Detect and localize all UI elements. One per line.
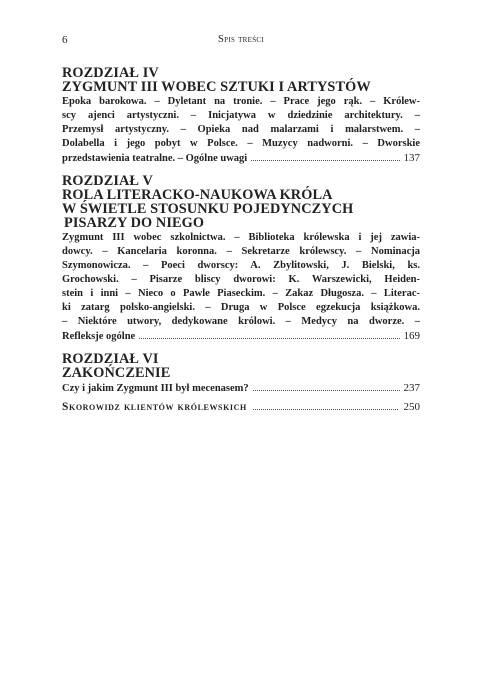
page-ref: 237: [403, 382, 420, 394]
dot-leader: [253, 408, 398, 410]
dot-leader: [251, 159, 399, 161]
running-title: Spis treści: [218, 34, 264, 45]
summary-line: przedstawienia teatralne. – Ogólne uwagi: [62, 153, 248, 164]
chapter-number: ROZDZIAŁ V: [62, 173, 153, 189]
chapter-summary: [62, 95, 420, 166]
summary-line: stein i inni – Nieco o Pawle Piaseckim. – Zakaz Długosza. – Literac-: [62, 288, 420, 299]
dot-leader: [253, 389, 400, 391]
summary-last-line: [62, 329, 420, 344]
summary-line: Grochowski. – Pisarze bliscy dworowi: K. Warszewicki, Heiden-: [62, 274, 420, 285]
summary-line: Epoka barokowa. – Dyletant na tronie. – Prace jego rąk. – Królew-: [62, 96, 420, 107]
chapter-title: ROLA LITERACKO-NAUKOWA KRÓLA: [62, 187, 333, 203]
summary-last-line: [62, 151, 420, 166]
summary-line: Przemysł artystyczny. – Opieka nad malarzami i malarstwem. –: [62, 124, 420, 135]
chapter-title: PISARZY DO NIEGO: [64, 215, 205, 231]
chapter-v: [62, 174, 420, 344]
summary-last-line: [62, 381, 420, 396]
chapter-title: ZAKOŃCZENIE: [62, 365, 171, 381]
chapter-vi: [62, 352, 420, 396]
chapter-heading: [62, 66, 420, 94]
page-ref: 169: [403, 330, 420, 342]
page-ref: 250: [403, 401, 420, 413]
table-of-contents: [62, 66, 420, 404]
index-label: Skorowidz klientów królewskich: [62, 401, 247, 413]
summary-line: scy ajenci artystyczni. – Inicjatywa w dziedzinie architektury. –: [62, 110, 420, 121]
page-ref: 137: [403, 152, 420, 164]
chapter-summary: [62, 231, 420, 344]
summary-line: Refleksje ogólne: [62, 331, 136, 342]
summary-line: ki zatarg polsko-angielski. – Druga w Polsce egzekucja książkowa.: [62, 302, 420, 313]
chapter-title: W ŚWIETLE STOSUNKU POJEDYNCZYCH: [62, 201, 354, 217]
summary-line: – Niektóre utwory, dedykowane królowi. – Medycy na dworze. –: [62, 316, 420, 327]
summary-line: Dolabella i jego pobyt w Polsce. – Muzycy nadworni. – Dworskie: [62, 138, 420, 149]
chapter-title: ZYGMUNT III WOBEC SZTUKI I ARTYSTÓW: [62, 79, 371, 95]
index-entry: [62, 401, 420, 413]
chapter-number: ROZDZIAŁ IV: [62, 65, 159, 81]
summary-line: Szymonowicza. – Poeci dworscy: A. Zbylitowski, J. Bielski, ks.: [62, 260, 420, 271]
summary-line: Czy i jakim Zygmunt III był mecenasem?: [62, 383, 249, 394]
summary-line: dowcy. – Kancelaria koronna. – Sekretarze królewscy. – Nominacja: [62, 246, 420, 257]
chapter-heading: [62, 174, 420, 230]
dot-leader: [139, 337, 399, 339]
page-number: 6: [62, 34, 68, 46]
chapter-summary: [62, 381, 420, 396]
page-header: [62, 34, 420, 48]
chapter-heading: [62, 352, 420, 380]
chapter-iv: [62, 66, 420, 166]
chapter-number: ROZDZIAŁ VI: [62, 351, 159, 367]
summary-line: Zygmunt III wobec szkolnictwa. – Biblioteka królewska i jej zawia-: [62, 232, 420, 243]
